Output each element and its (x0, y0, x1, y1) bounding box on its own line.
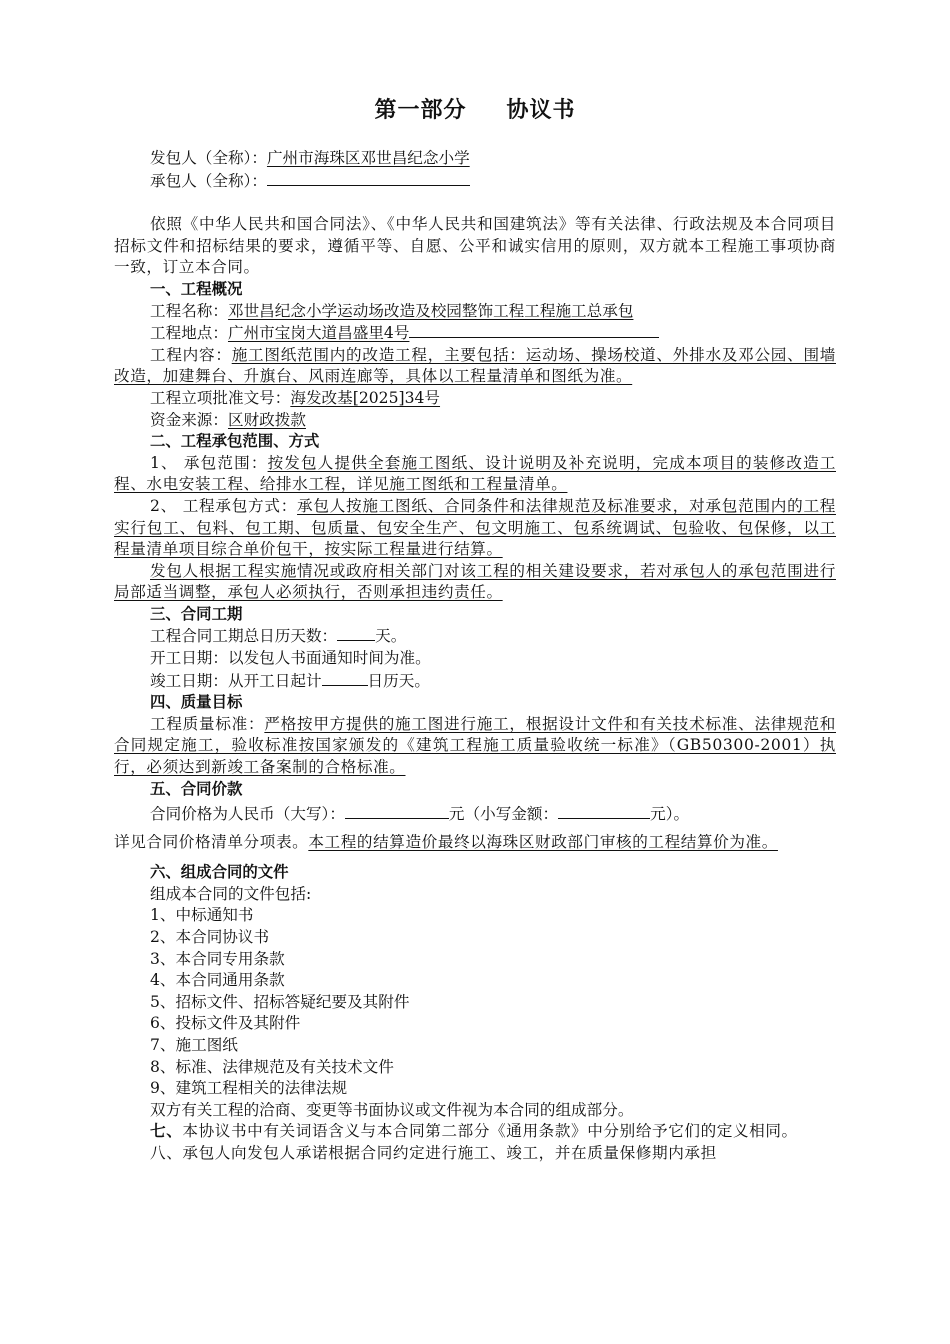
scope-adjustment: 发包人根据工程实施情况或政府相关部门对该工程的相关建设要求，若对承包人的承包范围进行局部适当调整，承包人必须执行，否则承担违约责任。 (114, 561, 836, 602)
section-3-heading: 三、合同工期 (150, 604, 243, 623)
list-item: 7、施工图纸 (150, 1035, 238, 1054)
section-7: 七、本协议书中有关词语含义与本合同第二部分《通用条款》中分别给予它们的定义相同。 (150, 1122, 798, 1141)
documents-closing: 双方有关工程的洽商、变更等书面协议或文件视为本合同的组成部分。 (150, 1100, 634, 1119)
fund-source: 区财政拨款 (227, 410, 306, 429)
list-item: 4、本合同通用条款 (150, 971, 285, 990)
title-name: 协议书 (506, 98, 576, 123)
title-part: 第一部分 (374, 98, 467, 123)
contract-scope: 1、 承包范围：按发包人提供全套施工图纸、设计说明及补充说明，完成本项目的装修改造工程、水电安装工程、给排水工程，详见施工图纸和工程量清单。 (114, 453, 836, 494)
project-content: 工程内容：施工图纸范围内的改造工程，主要包括：运动场、操场校道、外排水及邓公园、围墙改造，加建舞台、升旗台、风雨连廊等，具体以工程量清单和图纸为准。 (114, 345, 836, 386)
quality-standard: 工程质量标准：严格按甲方提供的施工图进行施工，根据设计文件和有关技术标准、法律规范和合同规定施工，验收标准按国家颁发的《建筑工程施工质量验收统一标准》（GB50300-2001）执行，必须达到新竣工备案制的合格标准。 (114, 714, 836, 777)
finish-date-line: 竣工日期：从开工日起计 日历天。 (150, 671, 430, 690)
page-title (114, 96, 836, 126)
section-6-heading: 六、组成合同的文件 (150, 863, 289, 882)
price-figures-blank (558, 803, 650, 819)
section-4-heading: 四、质量目标 (150, 693, 243, 712)
preamble: 依照《中华人民共和国合同法》、《中华人民共和国建筑法》等有关法律、行政法规及本合同项目招标文件和招标结果的要求，遵循平等、自愿、公平和诚实信用的原则，双方就本工程施工事项协商一致，订立本合同。 (114, 215, 836, 277)
list-item: 5、招标文件、招标答疑纪要及其附件 (150, 992, 410, 1011)
employer-name: 广州市海珠区邓世昌纪念小学 (266, 149, 470, 167)
section-5-heading: 五、合同价款 (150, 779, 243, 798)
finish-days-blank (322, 670, 368, 686)
project-location-line: 工程地点：广州市宝岗大道昌盛里4号 (114, 322, 836, 345)
contractor-blank (267, 170, 470, 186)
project-location: 广州市宝岗大道昌盛里4号 (227, 324, 410, 343)
contractor-line: 承包人（全称）： (114, 170, 836, 193)
approval-number: 海发改基[2025]34号 (290, 388, 441, 407)
employer-line: 发包人（全称）：广州市海珠区邓世昌纪念小学 (150, 149, 470, 167)
project-name: 邓世昌纪念小学运动场改造及校园整饰工程工程施工总承包 (227, 301, 634, 320)
total-days-blank (337, 625, 375, 641)
section-2-heading: 二、工程承包范围、方式 (150, 432, 320, 451)
section-1-heading: 一、工程概况 (150, 279, 243, 298)
price-detail: 详见合同价格清单分项表。本工程的结算造价最终以海珠区财政部门审核的工程结算价为准。 (114, 833, 778, 852)
fund-source-line: 资金来源：区财政拨款 (150, 410, 306, 429)
project-name-line: 工程名称：邓世昌纪念小学运动场改造及校园整饰工程工程施工总承包 (150, 301, 634, 320)
contract-mode: 2、 工程承包方式：承包人按施工图纸、合同条件和法律规范及标准要求，对承包范围内的工程实行包工、包料、包工期、包质量、包安全生产、包文明施工、包系统调试、包验收、包保修，以工程量清单项目综合单价包干，按实际工程量进行结算。 (114, 496, 836, 559)
section-8: 八、承包人向发包人承诺根据合同约定进行施工、竣工，并在质量保修期内承担 (150, 1143, 717, 1162)
documents-intro: 组成本合同的文件包括: (150, 884, 312, 903)
contract-price-line: 合同价格为人民币（大写）： 元（小写金额： 元）。 (150, 805, 690, 824)
list-item: 1、中标通知书 (150, 906, 254, 925)
list-item: 2、本合同协议书 (150, 928, 270, 946)
start-date-line: 开工日期：以发包人书面通知时间为准。 (150, 649, 431, 668)
approval-line: 工程立项批准文号：海发改基[2025]34号 (150, 388, 441, 407)
list-item: 9、建筑工程相关的法律法规 (150, 1079, 348, 1098)
total-days-line: 工程合同工期总日历天数： 天。 (150, 627, 407, 646)
list-item: 6、投标文件及其附件 (150, 1014, 301, 1033)
price-words-blank (345, 803, 449, 819)
list-item: 3、本合同专用条款 (150, 949, 285, 968)
list-item: 8、标准、法律规范及有关技术文件 (150, 1057, 394, 1076)
